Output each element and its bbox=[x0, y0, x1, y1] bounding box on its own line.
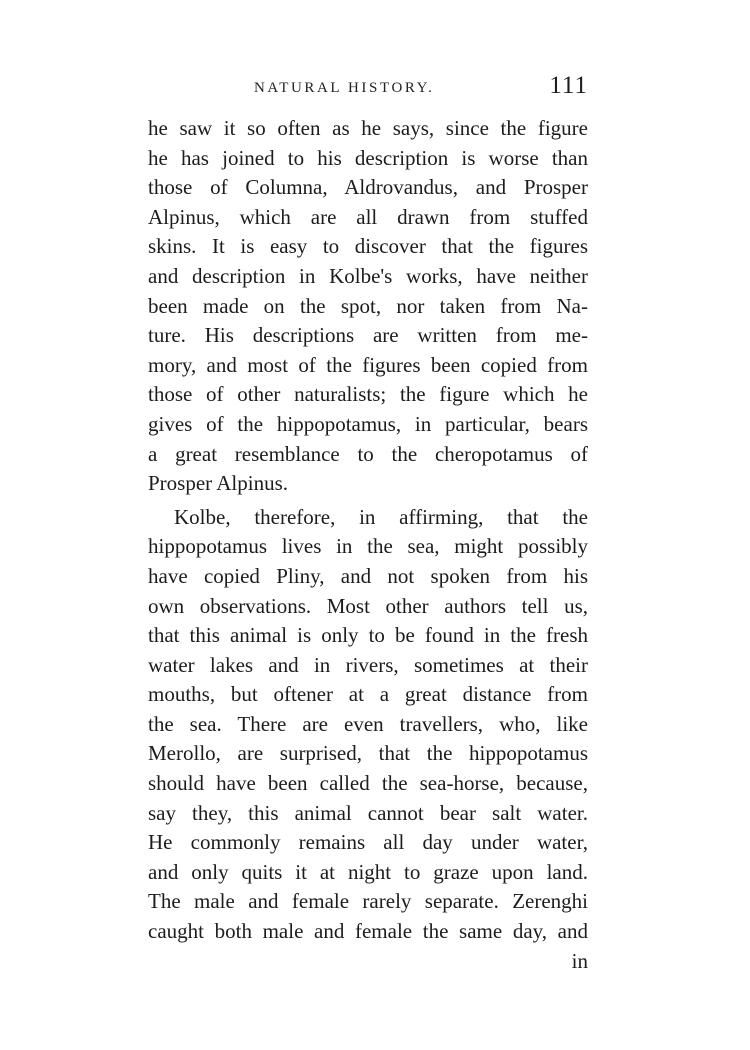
text-line: skins. It is easy to discover that the figures bbox=[148, 234, 588, 259]
text-line: own observations. Most other authors tell us, bbox=[148, 593, 588, 618]
body-text bbox=[148, 114, 588, 976]
text-line: and only quits it at night to graze upon land. bbox=[148, 859, 588, 884]
text-line: that this animal is only to be found in the fresh bbox=[148, 623, 588, 648]
running-head bbox=[148, 74, 588, 108]
text-line: the sea. There are even travellers, who, like bbox=[148, 711, 588, 736]
catchword: in bbox=[571, 948, 588, 973]
text-line: he has joined to his description is worse than bbox=[148, 145, 588, 170]
text-line: and description in Kolbe's works, have neither bbox=[148, 263, 588, 288]
text-line: gives of the hippopotamus, in particular, bears bbox=[148, 411, 588, 436]
text-line: Merollo, are surprised, that the hippopotamus bbox=[148, 741, 588, 766]
text-line: caught both male and female the same day, and bbox=[148, 919, 588, 944]
text-line: been made on the spot, nor taken from Na- bbox=[148, 293, 588, 318]
text-line: have copied Pliny, and not spoken from his bbox=[148, 563, 588, 588]
text-line: a great resemblance to the cheropotamus of bbox=[148, 441, 588, 466]
text-line: ture. His descriptions are written from me- bbox=[148, 323, 588, 348]
text-line: mouths, but oftener at a great distance from bbox=[148, 682, 588, 707]
text-line: The male and female rarely separate. Zerenghi bbox=[148, 889, 588, 914]
text-line: Prosper Alpinus. bbox=[148, 471, 289, 496]
text-line: He commonly remains all day under water, bbox=[148, 830, 588, 855]
paragraph-2 bbox=[148, 503, 588, 977]
text-line: Alpinus, which are all drawn from stuffed bbox=[148, 204, 588, 229]
paragraph-1 bbox=[148, 114, 588, 499]
text-line: mory, and most of the figures been copied from bbox=[148, 352, 588, 377]
page-number: 111 bbox=[549, 72, 588, 99]
text-line: water lakes and in rivers, sometimes at their bbox=[148, 652, 588, 677]
text-line: hippopotamus lives in the sea, might possibly bbox=[148, 534, 588, 559]
text-line: say they, this animal cannot bear salt water. bbox=[148, 800, 588, 825]
text-line: Kolbe, therefore, in affirming, that the bbox=[174, 504, 588, 529]
text-line: he saw it so often as he says, since the figure bbox=[148, 116, 588, 140]
running-title: NATURAL HISTORY. bbox=[254, 80, 435, 96]
text-line: should have been called the sea-horse, because, bbox=[148, 771, 588, 796]
text-line: those of other naturalists; the figure which he bbox=[148, 382, 588, 407]
text-line: those of Columna, Aldrovandus, and Prosper bbox=[148, 175, 588, 200]
